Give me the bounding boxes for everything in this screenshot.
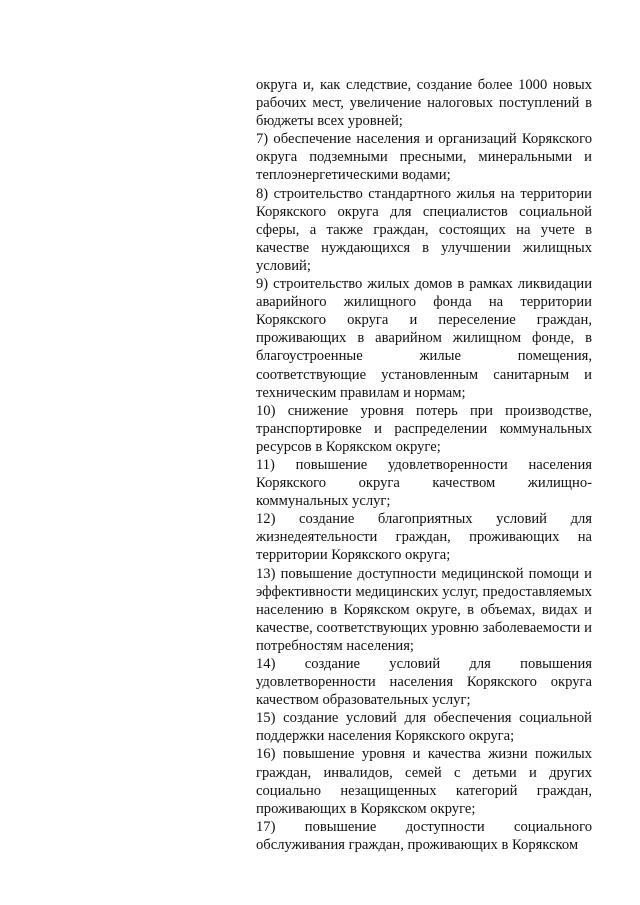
list-item-7: 7) обеспечение населения и организаций Корякского округа подземными пресными, минеральными и теплоэнергетическими водами; — [256, 131, 592, 184]
list-item-17: 17) повышение доступности социального обслуживания граждан, проживающих в Корякском — [256, 818, 592, 853]
list-item-8: 8) строительство стандартного жилья на территории Корякского округа для специалистов социальной сферы, а также граждан, состоящих на учете в качестве нуждающихся в улучшении жилищных условий; — [256, 185, 592, 274]
list-item-15: 15) создание условий для обеспечения социальной поддержки населения Корякского округа; — [256, 710, 592, 745]
list-item-16: 16) повышение уровня и качества жизни пожилых граждан, инвалидов, семей с детьми и других социально незащищенных категорий граждан, проживающих в Корякском округе; — [256, 746, 592, 817]
list-item-12: 12) создание благоприятных условий для жизнедеятельности граждан, проживающих на территории Корякского округа; — [256, 511, 592, 564]
paragraph-continuation: округа и, как следствие, создание более 1000 новых рабочих мест, увеличение налоговых поступлений в бюджеты всех уровней; — [256, 77, 592, 130]
list-item-14: 14) создание условий для повышения удовлетворенности населения Корякского округа качеством образовательных услуг; — [256, 656, 592, 709]
document-text-column — [256, 76, 592, 854]
list-item-10: 10) снижение уровня потерь при производстве, транспортировке и распределении коммунальных ресурсов в Корякском округе; — [256, 402, 592, 455]
list-item-11: 11) повышение удовлетворенности населения Корякского округа качеством жилищно-коммунальных услуг; — [256, 456, 592, 510]
list-item-13: 13) повышение доступности медицинской помощи и эффективности медицинских услуг, предоставляемых населению в Корякском округе, в объемах, видах и качестве, соответствующих уровню заболеваемости и потребностям населения; — [256, 565, 592, 654]
list-item-9: 9) строительство жилых домов в рамках ликвидации аварийного жилищного фонда на территории Корякского округа и переселение граждан, проживающих в аварийном жилищном фонде, в благоустроенные жилые помещения, соответствующие установленным санитарным и техническим правилам и нормам; — [256, 276, 592, 401]
